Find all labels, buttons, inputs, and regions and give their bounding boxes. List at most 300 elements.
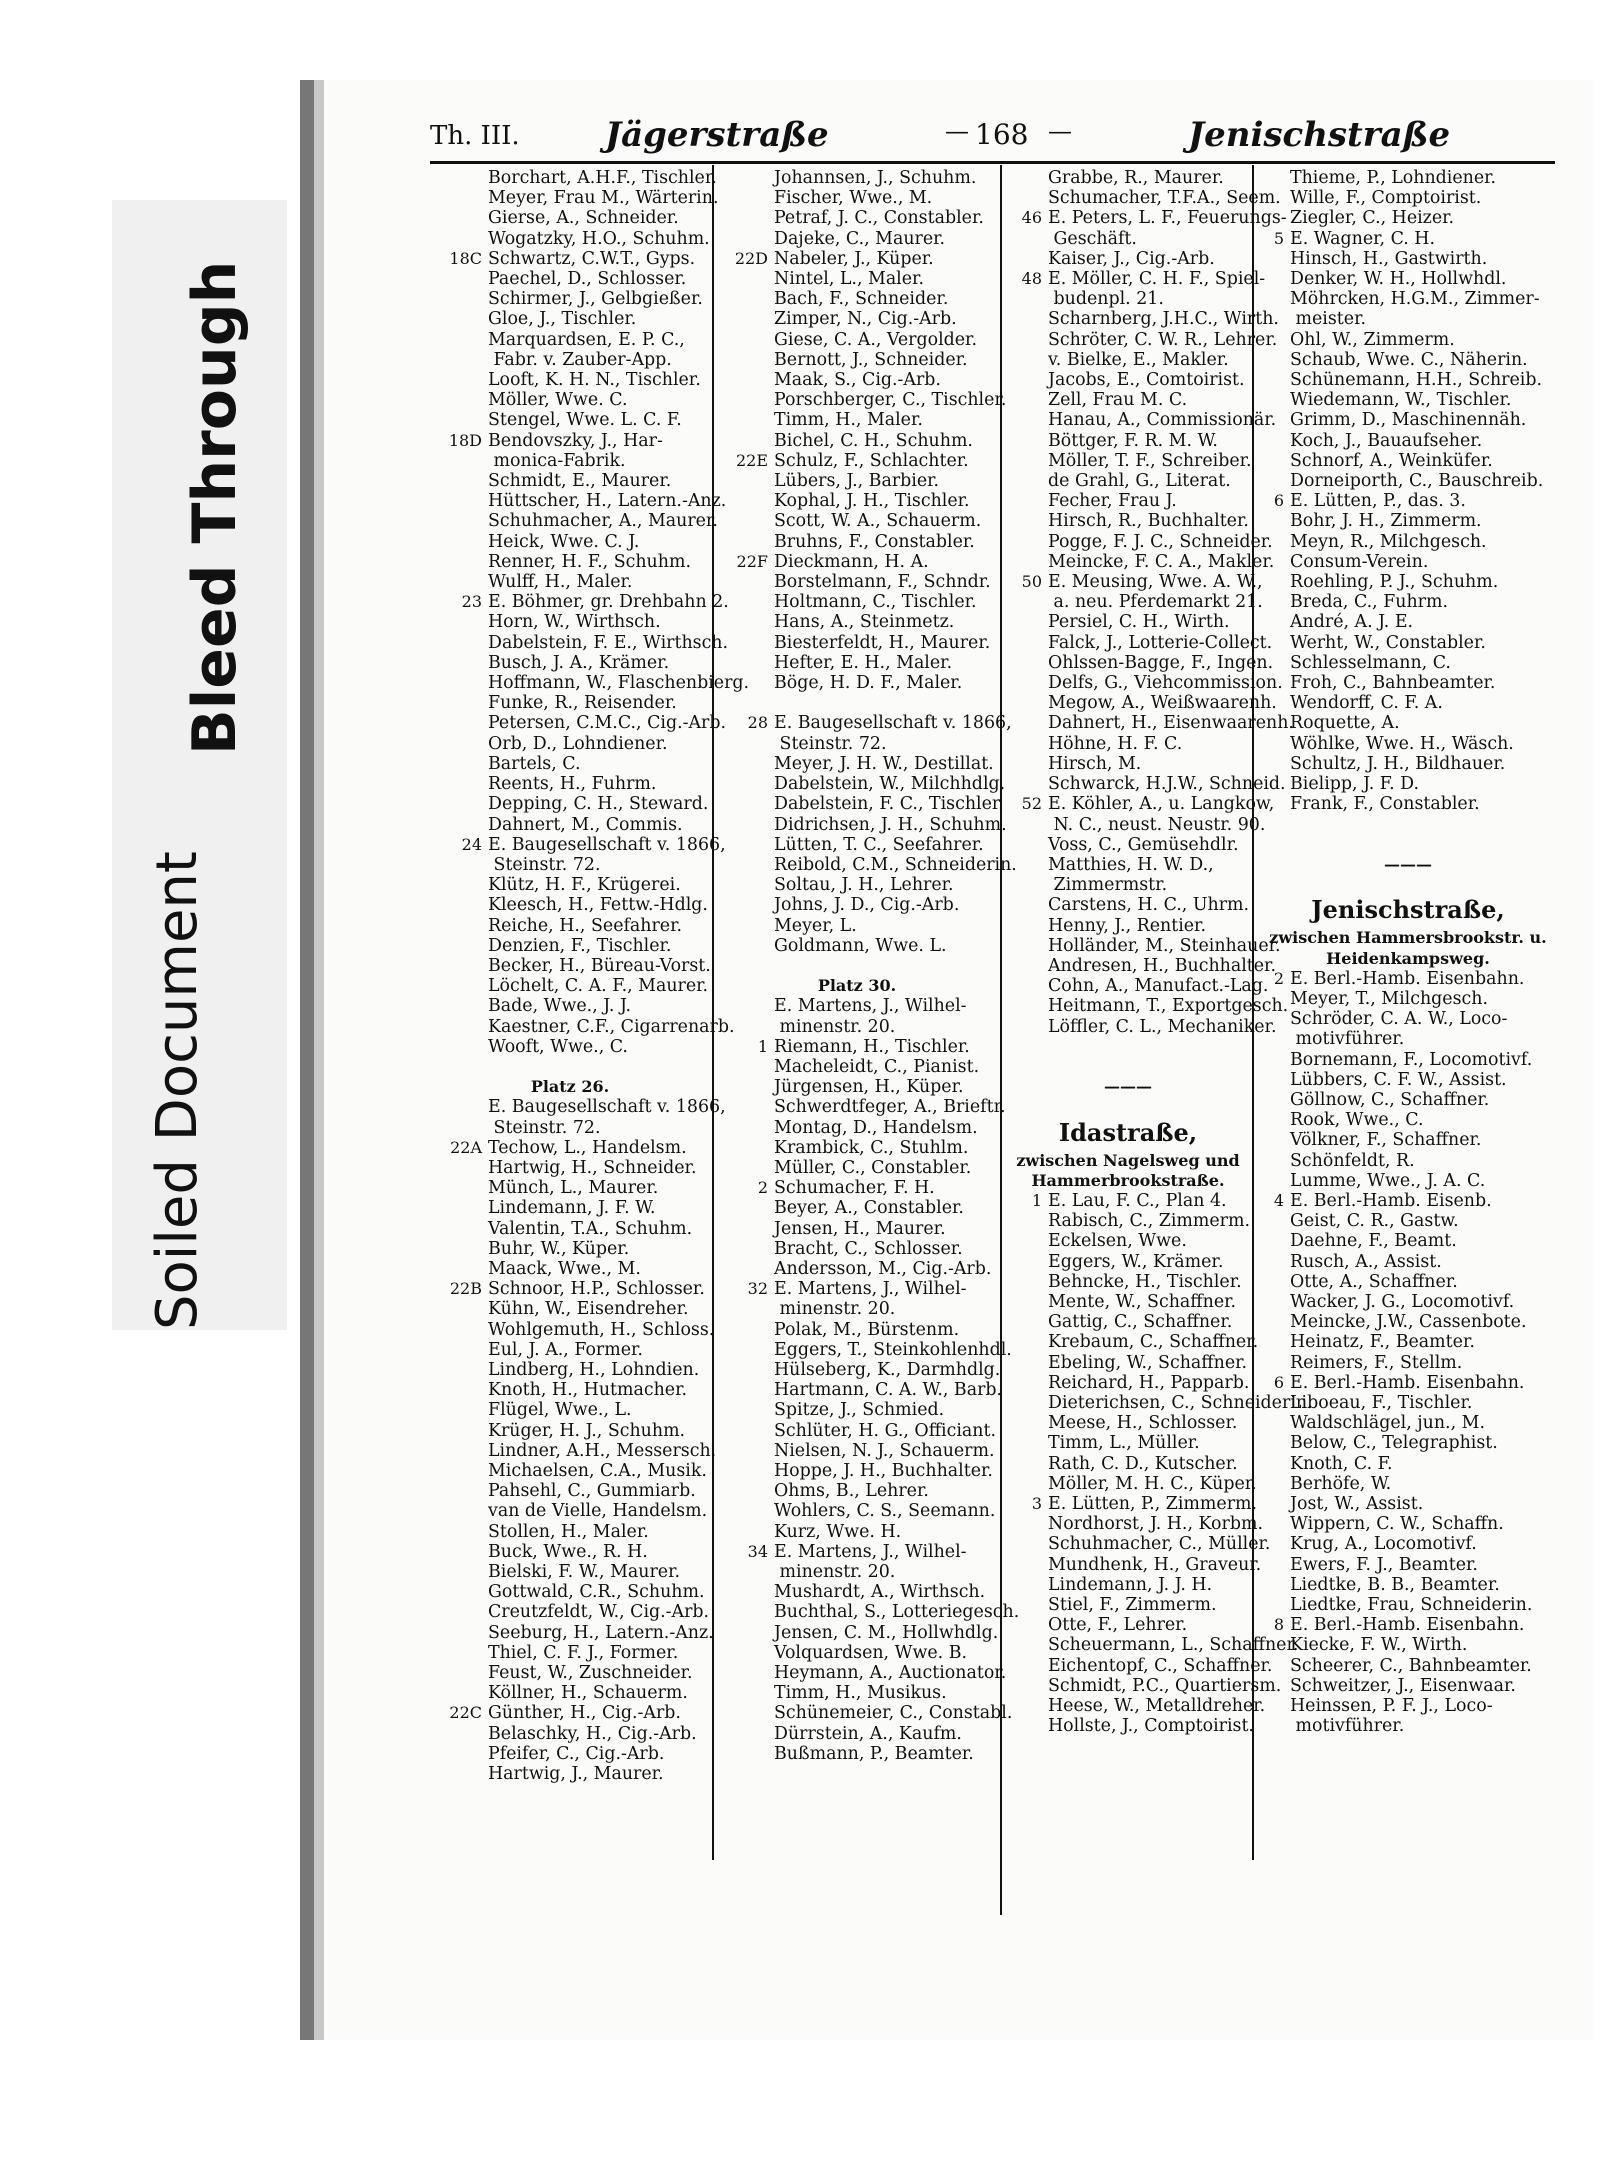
entry-text: Wippern, C. W., Schaffn.: [1290, 1514, 1504, 1535]
directory-column-4: [1258, 168, 1558, 1736]
directory-entry: [718, 1421, 996, 1441]
entry-text: Lütten, T. C., Seefahrer.: [774, 834, 984, 855]
directory-entry: [430, 229, 710, 249]
directory-entry: [1006, 1392, 1313, 1413]
directory-entry: [718, 1643, 996, 1663]
entry-text: Knoth, C. F.: [1290, 1453, 1393, 1474]
directory-entry: [718, 754, 996, 774]
entry-text: Müller, C., Constabler.: [774, 1157, 972, 1178]
entry-text: E. Berl.-Hamb. Eisenbahn.: [1290, 968, 1525, 989]
entry-text: Eggers, W., Krämer.: [1048, 1251, 1224, 1272]
entry-text: Montag, D., Handelsm.: [774, 1117, 978, 1138]
directory-entry: [1258, 1534, 1558, 1554]
entry-text: minenstr. 20.: [774, 1299, 896, 1320]
directory-entry: [718, 1037, 996, 1057]
entry-text: Volquardsen, Wwe. B.: [774, 1642, 968, 1663]
entry-text: Horn, W., Wirthsch.: [488, 612, 661, 633]
directory-entry: [430, 693, 710, 713]
directory-entry: [1258, 168, 1558, 188]
section-heading-text: Platz 30.: [817, 976, 897, 996]
directory-entry: [1006, 1292, 1250, 1312]
entry-text: Belaschky, H., Cig.-Arb.: [488, 1723, 697, 1744]
directory-entry: [430, 1198, 710, 1218]
directory-entry: [430, 1178, 710, 1198]
entry-text: Krebaum, C., Schaffner.: [1048, 1332, 1259, 1353]
entry-text: E. Martens, J., Wilhel-: [774, 996, 967, 1017]
entry-text: Nordhorst, J. H., Korbm.: [1048, 1514, 1263, 1535]
house-number: 8: [1273, 1615, 1284, 1635]
directory-entry: [1258, 815, 1558, 835]
directory-entry: [1258, 350, 1558, 370]
directory-entry: [1006, 1057, 1250, 1077]
entry-text: Looft, K. H. N., Tischler.: [488, 370, 701, 391]
house-number: 3: [1031, 1494, 1042, 1513]
entry-text: Geschäft.: [1048, 228, 1137, 249]
house-number: 28: [747, 713, 768, 733]
directory-entry: [1006, 1373, 1250, 1393]
directory-entry: [1006, 1696, 1266, 1717]
directory-entry: [1258, 633, 1558, 653]
entry-text: Münch, L., Maurer.: [488, 1178, 659, 1199]
directory-entry: [1006, 1332, 1259, 1353]
directory-entry: [1006, 652, 1274, 673]
directory-column-1: [430, 168, 750, 1785]
directory-entry: [1258, 188, 1558, 208]
directory-entry: [1258, 471, 1558, 491]
entry-text: Heinssen, P. F. J., Loco-: [1290, 1696, 1493, 1717]
directory-entry: [1006, 814, 1266, 835]
directory-entry: [1006, 208, 1287, 229]
entry-text: Hartwig, J., Maurer.: [488, 1764, 664, 1785]
entry-text: E. Berl.-Hamb. Eisenbahn.: [1290, 1615, 1525, 1636]
entry-text: Hartwig, H., Schneider.: [488, 1157, 697, 1178]
entry-text: Lübbers, C. F. W., Assist.: [1290, 1069, 1507, 1090]
entry-text: Below, C., Telegraphist.: [1290, 1433, 1498, 1454]
directory-entry: [430, 895, 710, 915]
entry-text: E. Berl.-Hamb. Eisenb.: [1290, 1190, 1492, 1211]
entry-text: Polak, M., Bürstenm.: [774, 1319, 960, 1340]
entry-text: Schirmer, J., Gelbgießer.: [488, 289, 703, 310]
directory-entry: [718, 491, 996, 511]
house-number: 52: [1021, 794, 1042, 814]
section-heading-text: Platz 26.: [530, 1077, 610, 1097]
entry-text: van de Vielle, Handelsm.: [488, 1501, 708, 1522]
entry-text: Bielski, F. W., Maurer.: [488, 1562, 681, 1583]
entry-text: Delfs, G., Viehcommission.: [1048, 673, 1283, 694]
directory-entry: [718, 592, 996, 612]
directory-entry: [1006, 935, 1281, 956]
entry-text: Otte, F., Lehrer.: [1048, 1615, 1188, 1636]
entry-text: Holländer, M., Steinhauer.: [1048, 935, 1281, 956]
directory-entry: [1006, 1413, 1250, 1433]
house-number: 22D: [734, 248, 768, 268]
directory-entry: [1258, 229, 1558, 249]
entry-text: Ohlssen-Bagge, F., Ingen.: [1048, 652, 1274, 673]
entry-text: Liedtke, Frau, Schneiderin.: [1290, 1595, 1533, 1616]
directory-entry: [1006, 754, 1250, 774]
directory-entry: [1258, 532, 1558, 552]
entry-text: Hirsch, R., Buchhalter.: [1048, 511, 1249, 532]
entry-text: Bracht, C., Schlosser.: [774, 1238, 963, 1259]
entry-text: E. Wagner, C. H.: [1290, 228, 1435, 249]
entry-text: Pogge, F. J. C., Schneider.: [1048, 531, 1273, 552]
entry-text: Nintel, L., Maler.: [774, 269, 924, 290]
directory-entry: [430, 1683, 710, 1703]
column-rule: [1000, 165, 1002, 1915]
entry-text: Borchart, A.H.F., Tischler.: [488, 168, 717, 188]
entry-text: André, A. J. E.: [1290, 612, 1414, 633]
entry-text: Marquardsen, E. P. C.,: [488, 329, 685, 350]
directory-entry: [718, 1744, 996, 1764]
entry-text: Goldmann, Wwe. L.: [774, 935, 947, 956]
entry-text: Maack, Wwe., M.: [488, 1258, 641, 1279]
entry-text: Geist, C. R., Gastw.: [1290, 1211, 1459, 1232]
directory-entry: [718, 1522, 996, 1542]
directory-entry: [1258, 572, 1558, 592]
directory-entry: [1006, 229, 1250, 249]
entry-text: E. Baugesellschaft v. 1866,: [774, 713, 1012, 734]
directory-entry: [718, 713, 1012, 734]
directory-column-3: [1006, 168, 1313, 1737]
entry-text: Bartels, C.: [488, 753, 581, 774]
column-rule: [712, 165, 714, 1860]
directory-entry: [1006, 1575, 1250, 1595]
directory-entry: [718, 1158, 996, 1178]
directory-entry: [1258, 1090, 1558, 1110]
house-number: 22A: [450, 1137, 482, 1157]
entry-text: Riemann, H., Tischler.: [774, 1036, 970, 1057]
directory-entry: [718, 633, 996, 653]
directory-entry: [718, 794, 1004, 815]
house-number: 46: [1021, 208, 1042, 228]
directory-entry: [430, 1138, 710, 1158]
entry-text: Fecher, Frau J.: [1048, 491, 1177, 512]
entry-text: E. Baugesellschaft v. 1866,: [488, 834, 726, 855]
directory-entry: [430, 1501, 710, 1521]
directory-entry: [430, 1158, 710, 1178]
directory-entry: [718, 734, 996, 754]
directory-entry: [718, 350, 996, 370]
directory-entry: [718, 1118, 996, 1138]
section-heading: [1258, 855, 1558, 875]
directory-entry: [1258, 1575, 1558, 1595]
entry-text: Waldschlägel, jun., M.: [1290, 1413, 1485, 1434]
entry-text: Roquette, A.: [1290, 713, 1400, 734]
entry-text: Schuhmacher, C., Müller.: [1048, 1534, 1271, 1555]
entry-text: Hartmann, C. A. W., Barb.: [774, 1380, 1003, 1401]
entry-text: motivführer.: [1290, 1029, 1405, 1050]
house-number: 22E: [735, 450, 768, 470]
entry-text: Löffler, C. L., Mechaniker.: [1048, 1016, 1277, 1037]
page-header: Th. III. Jägerstraße — 168 — Jenischstraße: [430, 115, 1451, 155]
entry-text: E. Köhler, A., u. Langkow,: [1048, 794, 1275, 815]
directory-entry: [430, 834, 726, 855]
entry-text: Nabeler, J., Küper.: [774, 248, 934, 269]
entry-text: E. Böhmer, gr. Drehbahn 2.: [488, 592, 729, 613]
entry-text: Meyer, J. H. W., Destillat.: [774, 753, 994, 774]
entry-text: Mushardt, A., Wirthsch.: [774, 1582, 986, 1603]
directory-entry: [430, 1724, 710, 1744]
entry-text: Wohlers, C. S., Seemann.: [774, 1501, 996, 1522]
entry-text: Ohl, W., Zimmerm.: [1290, 329, 1455, 350]
entry-text: Beyer, A., Constabler.: [774, 1198, 964, 1219]
directory-entry: [430, 431, 710, 451]
section-heading-text: zwischen Hammersbrookstr. u.: [1269, 928, 1547, 948]
directory-entry: [718, 1380, 1003, 1401]
entry-text: Daehne, F., Beamt.: [1290, 1231, 1457, 1252]
left-running-street: Jägerstraße: [605, 115, 829, 155]
entry-text: Kleesch, H., Fettw.-Hdlg.: [488, 895, 708, 916]
entry-text: a. neu. Pferdemarkt 21.: [1048, 592, 1263, 613]
directory-entry: [1258, 1433, 1558, 1453]
directory-entry: [1258, 330, 1558, 350]
entry-text: Lumme, Wwe., J. A. C.: [1290, 1170, 1486, 1191]
entry-text: Carstens, H. C., Uhrm.: [1048, 895, 1250, 916]
directory-entry: [1006, 168, 1250, 188]
directory-entry: [1258, 1070, 1558, 1090]
entry-text: Kaestner, C.F., Cigarrenarb.: [488, 1016, 735, 1037]
entry-text: Wohlgemuth, H., Schloss.: [488, 1319, 715, 1340]
directory-entry: [1006, 572, 1263, 593]
directory-entry: [430, 875, 710, 895]
entry-text: Reichard, H., Papparb.: [1048, 1372, 1250, 1393]
directory-entry: [1258, 511, 1558, 531]
directory-entry: [1006, 1037, 1250, 1057]
directory-entry: [1006, 713, 1294, 734]
directory-entry: [430, 289, 710, 309]
entry-text: Schlüter, H. G., Officiant.: [774, 1420, 996, 1441]
entry-text: N. C., neust. Neustr. 90.: [1048, 814, 1266, 835]
entry-text: minenstr. 20.: [774, 1016, 896, 1037]
entry-text: Schnoor, H.P., Schlosser.: [488, 1279, 705, 1300]
directory-entry: [430, 249, 710, 269]
entry-text: Bach, F., Schneider.: [774, 289, 949, 310]
directory-entry: [1006, 592, 1263, 613]
entry-text: Dieckmann, H. A.: [774, 551, 929, 572]
directory-entry: [430, 572, 710, 592]
entry-text: Matthies, H. W. D.,: [1048, 854, 1214, 875]
directory-entry: [1258, 1676, 1558, 1696]
directory-entry: [718, 330, 996, 350]
entry-text: E. Möller, C. H. F., Spiel-: [1048, 269, 1266, 290]
directory-entry: [718, 1219, 996, 1239]
entry-text: Knoth, H., Hutmacher.: [488, 1380, 688, 1401]
directory-entry: [430, 511, 718, 532]
directory-entry: [1006, 1312, 1250, 1332]
directory-entry: [1258, 1151, 1558, 1171]
directory-entry: [430, 1542, 710, 1562]
directory-entry: [430, 1602, 710, 1622]
directory-entry: [718, 1138, 996, 1158]
directory-entry: [718, 471, 996, 491]
entry-text: Lübers, J., Barbier.: [774, 471, 940, 492]
directory-entry: [1258, 451, 1558, 471]
entry-text: Johannsen, J., Schuhm.: [774, 168, 977, 188]
entry-text: Koch, J., Bauaufseher.: [1290, 430, 1483, 451]
directory-entry: [1006, 693, 1277, 714]
directory-entry: [718, 572, 996, 592]
entry-text: Stengel, Wwe. L. C. F.: [488, 410, 682, 431]
directory-entry: [1006, 491, 1250, 511]
entry-text: Böge, H. D. F., Maler.: [774, 673, 963, 694]
directory-entry: [1258, 289, 1558, 309]
entry-text: Timm, H., Maler.: [774, 410, 923, 431]
bleed-through-label: Bleed Through: [180, 260, 250, 755]
entry-text: Völkner, F., Schaffner.: [1290, 1130, 1482, 1151]
entry-text: Bruhns, F., Constabler.: [774, 531, 975, 552]
directory-entry: [718, 208, 996, 228]
entry-text: Jensen, C. M., Hollwhdlg.: [774, 1622, 999, 1643]
entry-text: Bade, Wwe., J. J.: [488, 996, 632, 1017]
entry-text: Bichel, C. H., Schuhm.: [774, 430, 973, 451]
entry-text: Paechel, D., Schlosser.: [488, 269, 687, 290]
entry-text: Dabelstein, W., Milchhdlg.: [774, 774, 1006, 795]
directory-entry: [1258, 875, 1558, 895]
directory-entry: [718, 1097, 1006, 1118]
entry-text: v. Bielke, E., Makler.: [1048, 349, 1229, 370]
entry-text: Reimers, F., Stellm.: [1290, 1352, 1463, 1373]
entry-text: Schwerdtfeger, A., Brieftr.: [774, 1097, 1006, 1118]
directory-entry: [430, 269, 710, 289]
directory-entry: [1006, 431, 1250, 451]
directory-entry: [718, 1299, 996, 1319]
directory-entry: [430, 309, 710, 329]
entry-text: Schnorf, A., Weinküfer.: [1290, 450, 1493, 471]
directory-entry: [1258, 1191, 1558, 1211]
entry-text: Schönfeldt, R.: [1290, 1150, 1415, 1171]
entry-text: Maak, S., Cig.-Arb.: [774, 370, 941, 391]
directory-entry: [1006, 390, 1250, 410]
entry-text: de Grahl, G., Literat.: [1048, 471, 1231, 492]
entry-text: Megow, A., Weißwaarenh.: [1048, 693, 1277, 714]
directory-entry: [718, 451, 996, 471]
directory-entry: [430, 410, 710, 430]
entry-text: Schünemann, H.H., Schreib.: [1290, 370, 1542, 391]
directory-entry: [430, 350, 710, 370]
entry-text: Soltau, J. H., Lehrer.: [774, 875, 954, 896]
directory-entry: [1006, 1716, 1254, 1737]
entry-text: Wille, F., Comptoirist.: [1290, 188, 1482, 209]
page-number: 168: [975, 118, 1029, 151]
directory-entry: [718, 1279, 996, 1299]
directory-entry: [718, 835, 996, 855]
entry-text: Jost, W., Assist.: [1290, 1494, 1424, 1514]
entry-text: Eggers, T., Steinkohlenhdl.: [774, 1339, 1012, 1360]
entry-text: Gloe, J., Tischler.: [488, 309, 637, 330]
entry-text: Hoffmann, W., Flaschenbierg.: [488, 673, 750, 694]
section-heading: [1258, 949, 1558, 969]
directory-entry: [430, 208, 710, 228]
entry-text: Froh, C., Bahnbeamter.: [1290, 673, 1496, 694]
entry-text: Dürrstein, A., Kaufm.: [774, 1723, 962, 1744]
entry-text: Jürgensen, H., Küper.: [774, 1077, 964, 1098]
entry-text: Schaub, Wwe. C., Näherin.: [1290, 349, 1528, 370]
directory-entry: [1006, 1655, 1273, 1676]
directory-entry: [1006, 875, 1250, 895]
directory-entry: [1006, 1595, 1250, 1615]
directory-entry: [718, 410, 996, 430]
directory-entry: [718, 188, 996, 208]
directory-entry: [718, 1562, 996, 1582]
directory-column-2: [718, 168, 1020, 1764]
entry-text: Hirsch, M.: [1048, 753, 1142, 774]
entry-text: Löchelt, C. A. F., Maurer.: [488, 976, 709, 997]
directory-entry: [430, 754, 710, 774]
entry-text: Schwartz, C.W.T., Gyps.: [488, 248, 696, 269]
directory-entry: [1258, 1110, 1558, 1130]
directory-entry: [1006, 855, 1250, 875]
entry-text: Hans, A., Steinmetz.: [774, 612, 955, 633]
directory-entry: [718, 1077, 996, 1097]
entry-text: Wiedemann, W., Tischler.: [1290, 390, 1512, 411]
directory-entry: [1006, 370, 1250, 390]
directory-entry: [718, 916, 996, 936]
entry-text: Falck, J., Lotterie-Collect.: [1048, 632, 1273, 653]
directory-entry: [1006, 734, 1250, 754]
directory-entry: [718, 511, 996, 531]
house-number: 22F: [736, 551, 768, 571]
directory-entry: [1258, 390, 1558, 410]
directory-entry: [1258, 1716, 1558, 1736]
entry-text: Scheerer, C., Bahnbeamter.: [1290, 1655, 1532, 1676]
entry-text: Buchthal, S., Lotteriegesch.: [774, 1602, 1020, 1623]
directory-entry: [1006, 1353, 1250, 1373]
entry-text: Möhrcken, H.G.M., Zimmer-: [1290, 289, 1540, 310]
directory-entry: [718, 1481, 996, 1501]
entry-text: Jacobs, E., Comtoirist.: [1048, 370, 1245, 391]
entry-text: Hanau, A., Commissionär.: [1048, 410, 1277, 431]
directory-entry: [1006, 471, 1250, 491]
entry-text: Eckelsen, Wwe.: [1048, 1231, 1187, 1252]
directory-entry: [430, 936, 710, 956]
entry-text: Henny, J., Rentier.: [1048, 915, 1206, 936]
house-number: 22B: [449, 1279, 482, 1299]
directory-entry: [1006, 612, 1250, 632]
directory-entry: [718, 1461, 996, 1481]
directory-entry: [1258, 1514, 1558, 1534]
entry-text: Scott, W. A., Schauerm.: [774, 511, 982, 532]
directory-entry: [430, 451, 710, 471]
directory-entry: [718, 1339, 1012, 1360]
directory-entry: [1006, 673, 1283, 694]
entry-text: E. Lütten, P., Zimmerm.: [1048, 1494, 1258, 1514]
directory-entry: [1006, 289, 1250, 309]
entry-text: Rusch, A., Assist.: [1290, 1251, 1442, 1272]
directory-entry: [1006, 249, 1250, 269]
section-heading-text: Jenischstraße,: [1311, 895, 1505, 925]
entry-text: Jensen, H., Maurer.: [774, 1218, 946, 1239]
entry-text: Roehling, P. J., Schuhm.: [1290, 572, 1499, 593]
entry-text: Denker, W. H., Hollwhdl.: [1290, 269, 1507, 290]
directory-entry: [718, 612, 996, 632]
directory-entry: [430, 653, 710, 673]
directory-entry: [430, 612, 710, 632]
entry-text: Kaiser, J., Cig.-Arb.: [1048, 248, 1215, 269]
directory-entry: [430, 1703, 710, 1723]
entry-text: Krug, A., Locomotivf.: [1290, 1534, 1477, 1555]
directory-entry: [430, 1461, 710, 1481]
directory-entry: [718, 168, 996, 188]
directory-entry: [718, 673, 996, 693]
directory-entry: [718, 1622, 999, 1643]
entry-text: Wacker, J. G., Locomotivf.: [1290, 1291, 1515, 1312]
entry-text: Stiel, F., Zimmerm.: [1048, 1595, 1217, 1616]
directory-entry: [1006, 1534, 1271, 1555]
house-number: 34: [747, 1541, 768, 1561]
entry-text: Grimm, D., Maschinennäh.: [1290, 410, 1527, 431]
entry-text: Otte, A., Schaffner.: [1290, 1271, 1458, 1292]
directory-entry: [1258, 1171, 1558, 1191]
